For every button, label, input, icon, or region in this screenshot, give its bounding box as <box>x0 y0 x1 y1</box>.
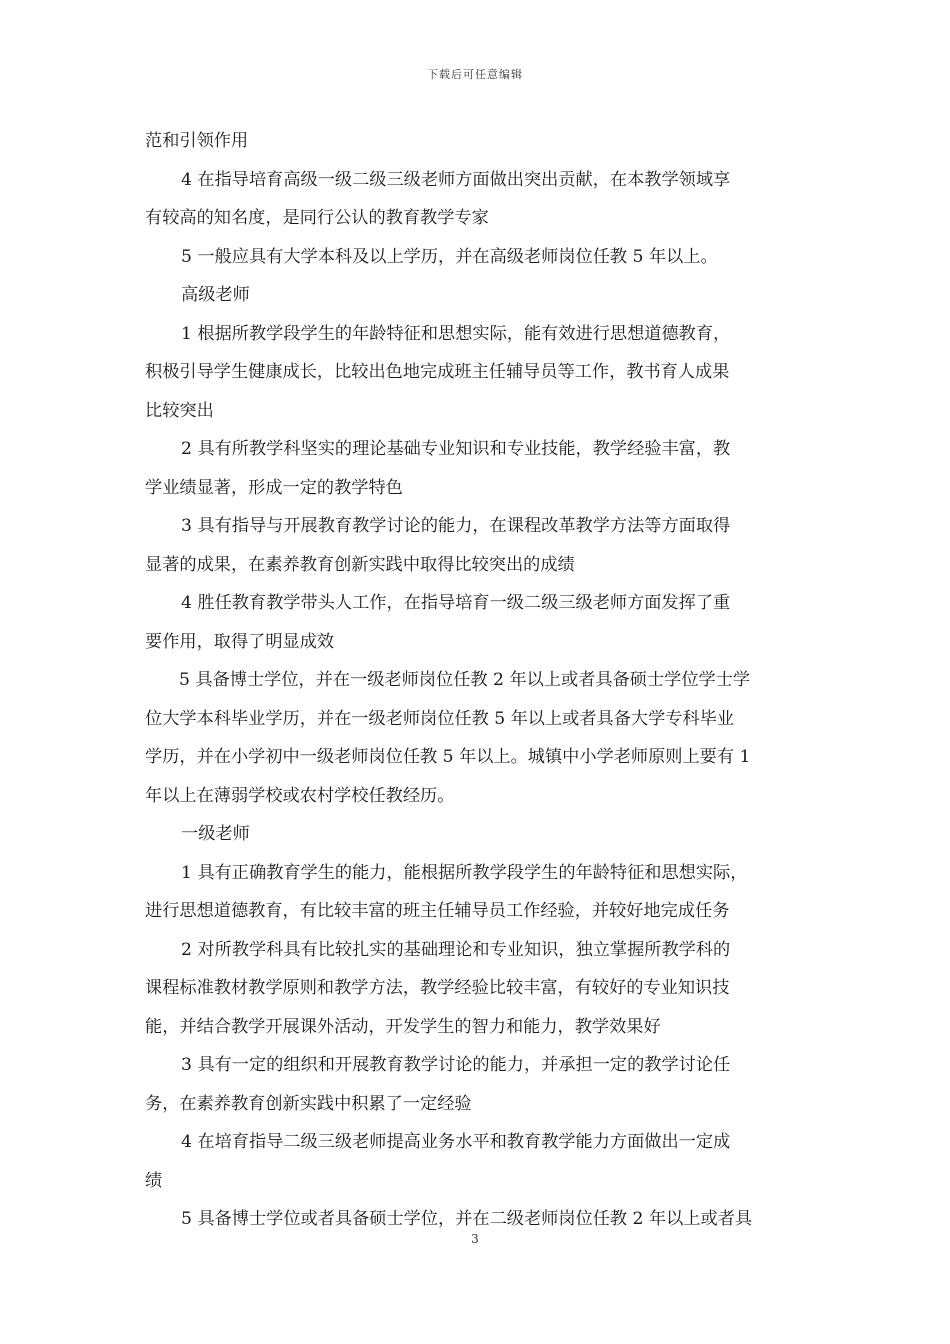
page-header: 下载后可任意编辑 <box>427 68 523 81</box>
text-line: 年以上在薄弱学校或农村学校任教经历。 <box>145 785 455 806</box>
text-line: 要作用，取得了明显成效 <box>145 631 335 652</box>
page-number: 3 <box>471 1232 479 1246</box>
text-line: 3 具有一定的组织和开展教育教学讨论的能力，并承担一定的教学讨论任 <box>181 1055 731 1075</box>
text-line: 位大学本科毕业学历，并在一级老师岗位任教 5 年以上或者具备大学专科毕业 <box>145 708 735 729</box>
text-line: 5 具备博士学位，并在一级老师岗位任教 2 年以上或者具备硕士学位学士学 <box>179 670 751 690</box>
text-line: 课程标准教材教学原则和教学方法，教学经验比较丰富，有较好的专业知识技 <box>145 978 730 998</box>
section-heading: 高级老师 <box>181 285 250 305</box>
text-line: 显著的成果，在素养教育创新实践中取得比较突出的成绩 <box>145 554 575 575</box>
text-line: 务，在素养教育创新实践中积累了一定经验 <box>145 1093 472 1114</box>
text-line: 1 具有正确教育学生的能力，能根据所教学段学生的年龄特征和思想实际， <box>181 862 748 883</box>
text-line: 学历，并在小学初中一级老师岗位任教 5 年以上。城镇中小学老师原则上要有 1 <box>145 747 751 767</box>
text-line: 范和引领作用 <box>145 131 249 151</box>
text-line: 1 根据所教学段学生的年龄特征和思想实际，能有效进行思想道德教育， <box>181 323 731 344</box>
text-line: 5 一般应具有大学本科及以上学历，并在高级老师岗位任教 5 年以上。 <box>181 246 718 267</box>
section-heading: 一级老师 <box>181 824 250 844</box>
text-line: 积极引导学生健康成长，比较出色地完成班主任辅导员等工作，教书育人成果 <box>145 362 730 382</box>
text-line: 2 具有所教学科坚实的理论基础专业知识和专业技能，教学经验丰富，教 <box>181 439 731 459</box>
text-line: 比较突出 <box>145 400 214 421</box>
text-line: 有较高的知名度，是同行公认的教育教学专家 <box>145 208 489 228</box>
text-line: 能，并结合教学开展课外活动，开发学生的智力和能力，教学效果好 <box>145 1016 661 1037</box>
text-line: 学业绩显著，形成一定的教学特色 <box>145 477 403 498</box>
text-line: 4 在培育指导二级三级老师提高业务水平和教育教学能力方面做出一定成 <box>181 1132 731 1152</box>
text-line: 5 具备博士学位或者具备硕士学位，并在二级老师岗位任教 2 年以上或者具 <box>181 1209 753 1229</box>
text-line: 进行思想道德教育，有比较丰富的班主任辅导员工作经验，并较好地完成任务 <box>145 901 730 921</box>
text-line: 2 对所教学科具有比较扎实的基础理论和专业知识，独立掌握所教学科的 <box>181 939 731 960</box>
text-line: 3 具有指导与开展教育教学讨论的能力，在课程改革教学方法等方面取得 <box>181 516 731 536</box>
text-line: 绩 <box>145 1170 163 1191</box>
text-line: 4 胜任教育教学带头人工作，在指导培育一级二级三级老师方面发挥了重 <box>181 593 731 613</box>
document-body <box>145 122 815 1239</box>
text-line: 4 在指导培育高级一级二级三级老师方面做出突出贡献，在本教学领域享 <box>181 169 731 190</box>
